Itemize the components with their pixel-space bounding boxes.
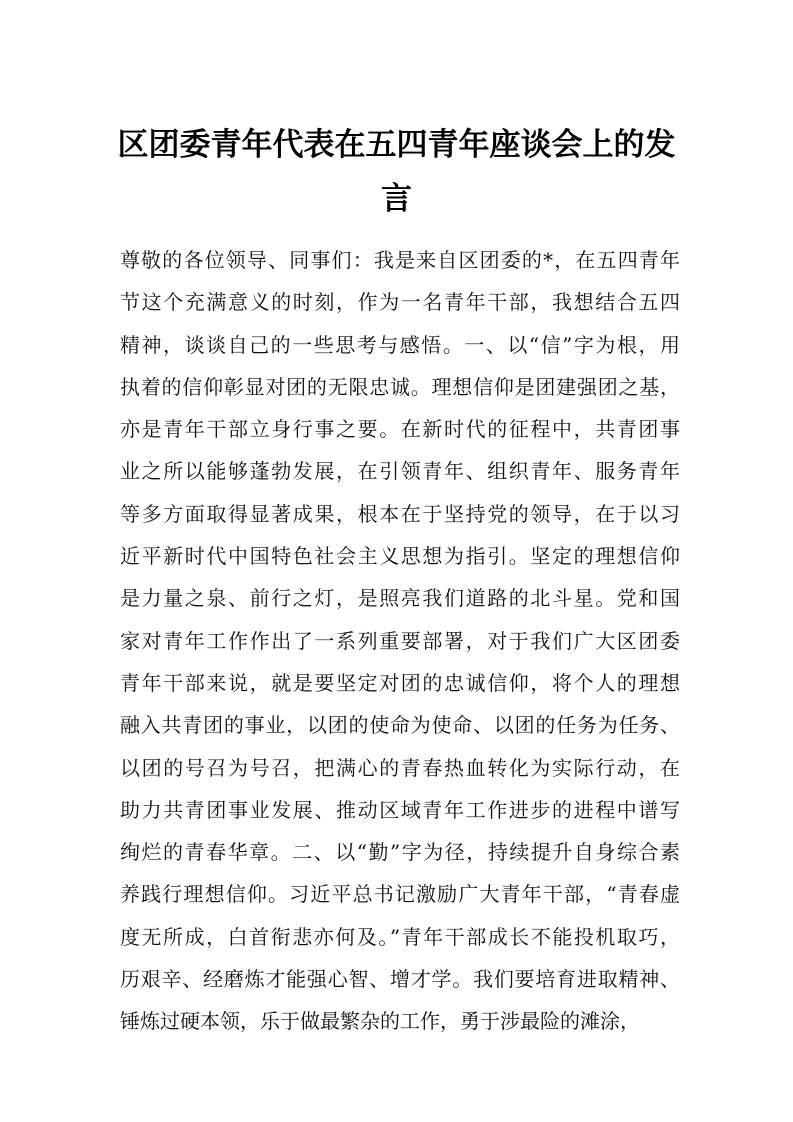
body-line: 锤炼过硬本领，乐于做最繁杂的工作，勇于涉最险的滩涂， (120, 1009, 640, 1034)
body-line: 是力量之泉、前行之灯，是照亮我们道路的北斗星。党和国 (120, 586, 680, 611)
body-line: 融入共青团的事业，以团的使命为使命、以团的任务为任务、 (120, 713, 680, 738)
body-line: 亦是青年干部立身行事之要。在新时代的征程中，共青团事 (120, 417, 680, 442)
body-line: 执着的信仰彰显对团的无限忠诚。理想信仰是团建强团之基， (120, 374, 680, 399)
body-line: 历艰辛、经磨炼才能强心智、增才学。我们要培育进取精神、 (120, 967, 680, 992)
body-line: 青年干部来说，就是要坚定对团的忠诚信仰，将个人的理想 (120, 670, 680, 695)
body-line: 业之所以能够蓬勃发展，在引领青年、组织青年、服务青年 (120, 459, 680, 484)
body-line: 精神，谈谈自己的一些思考与感悟。一、以“信”字为根，用 (120, 332, 680, 357)
body-line: 助力共青团事业发展、推动区域青年工作进步的进程中谱写 (120, 797, 680, 822)
document-title (100, 118, 693, 226)
title-line: 区团委青年代表在五四青年座谈会上的发 (117, 127, 676, 163)
body-line: 以团的号召为号召，把满心的青春热血转化为实际行动，在 (120, 755, 680, 780)
document-body (120, 239, 680, 1043)
body-line: 节这个充满意义的时刻，作为一名青年干部，我想结合五四 (120, 290, 680, 315)
title-line: 言 (381, 181, 412, 217)
body-line: 等多方面取得显著成果，根本在于坚持党的领导，在于以习 (120, 501, 680, 526)
body-line: 近平新时代中国特色社会主义思想为指引。坚定的理想信仰 (120, 544, 680, 569)
body-line: 度无所成，白首衔悲亦何及。”青年干部成长不能投机取巧， (120, 924, 680, 949)
body-line: 尊敬的各位领导、同事们：我是来自区团委的*，在五四青年 (120, 248, 680, 272)
body-line: 养践行理想信仰。习近平总书记激励广大青年干部，“青春虚 (120, 882, 680, 907)
body-line: 家对青年工作作出了一系列重要部署，对于我们广大区团委 (120, 628, 680, 653)
body-line: 绚烂的青春华章。二、以“勤”字为径，持续提升自身综合素 (120, 840, 680, 865)
